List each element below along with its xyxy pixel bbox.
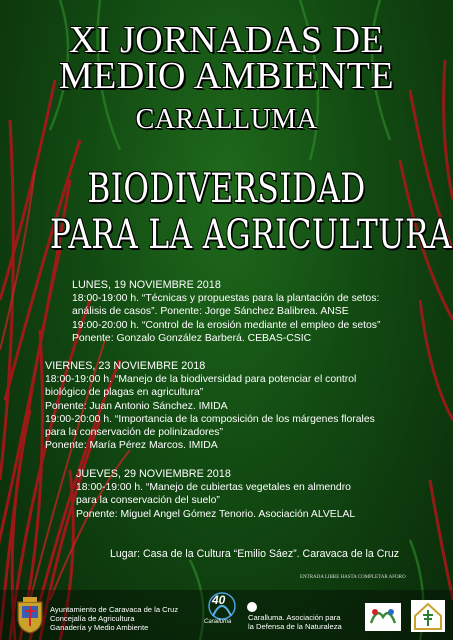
- schedule-day-2: [45, 360, 445, 452]
- theme-line-1: BIODIVERSIDAD: [87, 166, 366, 212]
- session-line: para la conservación de polinizadores”: [45, 427, 223, 439]
- caralluma-40-anniversary-logo: [203, 590, 241, 630]
- caralluma-association-text: [248, 613, 358, 631]
- schedule-day-3: [76, 468, 446, 521]
- session-line: Ponente: Gonzalo González Barberá. CEBAS-CSIC: [72, 332, 312, 344]
- ayuntamiento-line: Ganadería y Medio Ambiente: [50, 623, 149, 632]
- caralluma-line: Caralluma. Asociación para: [248, 613, 341, 622]
- theme-line-2: PARA LA AGRICULTURA: [49, 212, 452, 258]
- session-line: biológico de plagas en agricultura”: [45, 387, 204, 399]
- session-line: Ponente: Miguel Angel Gómez Tenorio. Asociación ALVELAL: [76, 508, 356, 520]
- session-line: Ponente: María Pérez Marcos. IMIDA: [45, 440, 218, 452]
- session-line: 18:00-19:00 h. “Manejo de la biodiversidad para potenciar el control: [45, 374, 357, 386]
- session-line: para la conservación del suelo”: [76, 495, 220, 507]
- day-date: VIERNES, 23 NOVIEMBRE 2018: [45, 360, 206, 372]
- anniversary-number: 40: [212, 593, 226, 607]
- ayuntamiento-line: Concejalía de Agricultura: [50, 614, 135, 623]
- title-line-2: MEDIO AMBIENTE: [58, 55, 395, 97]
- session-line: 19:00-20:00 h. “Importancia de la composición de los márgenes florales: [45, 413, 375, 425]
- caravaca-coat-of-arms-icon: [14, 596, 46, 634]
- caralluma-association-icon: [246, 601, 258, 613]
- schedule-day-1: [72, 279, 442, 345]
- subtitle-caralluma: CARALLUMA: [135, 104, 318, 135]
- session-line: 19:00-20:00 h. “Control de la erosión mediante el empleo de setos”: [72, 319, 381, 331]
- session-line: análisis de casos”. Ponente: Jorge Sánchez Balibrea. ANSE: [72, 306, 349, 318]
- title-line-1: XI JORNADAS DE: [68, 19, 385, 61]
- partner-logo-icon: [365, 603, 401, 631]
- cross-house-logo-icon: [411, 600, 445, 632]
- session-line: Ponente: Juan Antonio Sánchez. IMIDA: [45, 400, 228, 412]
- venue-text: Lugar: Casa de la Cultura “Emilio Sáez”. Caravaca de la Cruz: [110, 548, 400, 560]
- ayuntamiento-text: [50, 605, 200, 632]
- caralluma-line: la Defensa de la Naturaleza: [248, 622, 342, 631]
- day-date: LUNES, 19 NOVIEMBRE 2018: [72, 279, 221, 291]
- entry-note: ENTRADA LIBRE HASTA COMPLETAR AFORO: [300, 575, 406, 580]
- session-line: 18:00-19:00 h. “Técnicas y propuestas para la plantación de setos:: [72, 293, 380, 305]
- session-line: 18:00-19:00 h. “Manejo de cubiertas vegetales en almendro: [76, 482, 351, 494]
- anniversary-label: Caralluma: [204, 619, 232, 625]
- ayuntamiento-line: Ayuntamiento de Caravaca de la Cruz: [50, 605, 179, 614]
- day-date: JUEVES, 29 NOVIEMBRE 2018: [76, 468, 231, 480]
